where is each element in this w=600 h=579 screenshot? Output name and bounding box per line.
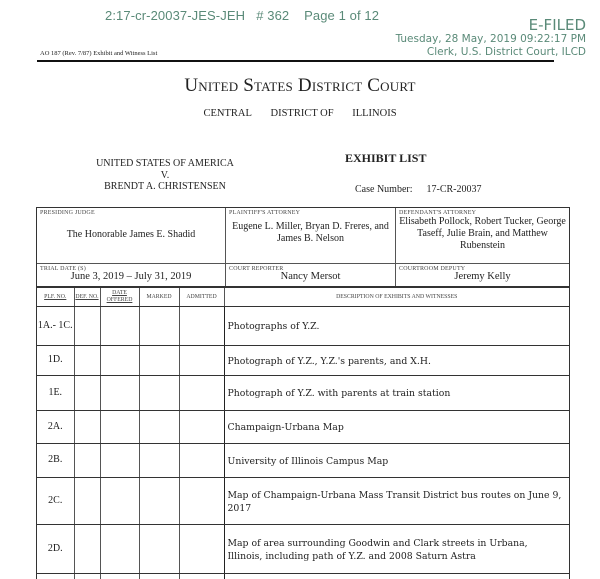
plaintiffs-attorney-label: PLAINTIFF'S ATTORNEY — [229, 210, 301, 216]
table-row — [37, 477, 569, 524]
cell-def-no — [74, 524, 100, 573]
header-marked: MARKED — [139, 288, 179, 306]
district-part: CENTRAL — [203, 108, 252, 119]
cell-admitted — [179, 477, 224, 524]
versus: V. — [160, 169, 170, 181]
courtroom-deputy-label: COURTROOM DEPUTY — [399, 266, 466, 272]
cell-marked — [139, 477, 179, 524]
court-reporter-cell — [226, 264, 396, 286]
cell-plf-no: 1E. — [37, 375, 74, 410]
case-number-label: Case Number: — [355, 184, 413, 195]
cell-date-offered — [100, 443, 139, 477]
cell-date-offered — [100, 345, 139, 375]
cell-admitted — [179, 345, 224, 375]
efiled-datetime: Tuesday, 28 May, 2019 09:22:17 PM — [395, 33, 586, 45]
cell-description: Champaign-Urbana Map — [224, 410, 569, 443]
cell-marked — [139, 524, 179, 573]
table-row-partial — [37, 573, 569, 579]
defendants-attorney-cell — [396, 208, 569, 263]
cell-description: Map of area surrounding Goodwin and Clark streets in Urbana, Illinois, including path of Y.Z. and 2008 Saturn Astra — [224, 524, 569, 573]
table-row — [37, 375, 569, 410]
cell-date-offered — [100, 477, 139, 524]
cell-marked — [139, 410, 179, 443]
trial-dates-cell — [37, 264, 226, 286]
cell-date-offered — [100, 306, 139, 345]
case-caption — [60, 158, 270, 193]
cell-def-no — [74, 477, 100, 524]
defendants-attorney-value: Elisabeth Pollock, Robert Tucker, George Taseff, Julie Brain, and Matthew Rubenstein — [399, 216, 566, 251]
district-part: ILLINOIS — [352, 108, 397, 119]
cell-description: University of Illinois Campus Map — [224, 443, 569, 477]
cell-marked — [139, 306, 179, 345]
exhibit-table — [37, 288, 569, 579]
cell-plf-no: 2D. — [37, 524, 74, 573]
table-header-row — [37, 288, 569, 306]
cell-def-no — [74, 375, 100, 410]
cell-admitted — [179, 410, 224, 443]
table-row — [37, 410, 569, 443]
cell-def-no — [74, 410, 100, 443]
plaintiffs-attorney-value: Eugene L. Miller, Bryan D. Freres, and James B. Nelson — [232, 221, 389, 244]
cell-admitted — [179, 306, 224, 345]
case-number-value: 17-CR-20037 — [426, 184, 482, 195]
presiding-judge-value: The Honorable James E. Shadid — [66, 229, 196, 240]
cell-plf-no: 1A.- 1C. — [37, 306, 74, 345]
table-row — [37, 524, 569, 573]
court-reporter-label: COURT REPORTER — [229, 266, 284, 272]
table-row — [37, 345, 569, 375]
district-line — [0, 108, 600, 119]
efiled-clerk: Clerk, U.S. District Court, ILCD — [426, 46, 586, 58]
cell-plf-no: 2B. — [37, 443, 74, 477]
cell-plf-no: 2A. — [37, 410, 74, 443]
cell-date-offered — [100, 375, 139, 410]
cell-admitted — [179, 375, 224, 410]
defendant-party: BRENDT A. CHRISTENSEN — [104, 181, 226, 192]
table-row — [37, 306, 569, 345]
plaintiff-party: UNITED STATES OF AMERICA — [96, 158, 234, 169]
plaintiffs-attorney-cell — [226, 208, 396, 263]
header-date-offered: DATE OFFERED — [100, 288, 139, 306]
info-row-attorneys — [37, 208, 569, 264]
cell-marked — [139, 345, 179, 375]
cell-marked — [139, 443, 179, 477]
presiding-judge-cell — [37, 208, 226, 263]
cell-plf-no: 2C. — [37, 477, 74, 524]
cell-description: Map of Champaign-Urbana Mass Transit District bus routes on June 9, 2017 — [224, 477, 569, 524]
cell-description: Photograph of Y.Z. with parents at train station — [224, 375, 569, 410]
cell-plf-no: 1D. — [37, 345, 74, 375]
header-def-no: DEF. NO. — [74, 288, 100, 306]
cell-admitted — [179, 443, 224, 477]
cell-description: Photograph of Y.Z., Y.Z.'s parents, and X.H. — [224, 345, 569, 375]
cell-def-no — [74, 345, 100, 375]
court-title: United States District Court — [184, 75, 416, 96]
table-row — [37, 443, 569, 477]
presiding-judge-label: PRESIDING JUDGE — [40, 210, 95, 216]
exhibit-form — [36, 207, 570, 579]
trial-dates-value: June 3, 2019 – July 31, 2019 — [70, 271, 192, 282]
cell-marked — [139, 375, 179, 410]
header-rule — [37, 60, 554, 62]
cell-admitted — [179, 524, 224, 573]
cell-def-no — [74, 443, 100, 477]
defendants-attorney-label: DEFENDANT'S ATTORNEY — [399, 210, 477, 216]
court-reporter-value: Nancy Mersot — [280, 271, 341, 282]
form-id: AO 187 (Rev. 7/87) Exhibit and Witness List — [40, 50, 158, 57]
header-admitted: ADMITTED — [179, 288, 224, 306]
cell-date-offered — [100, 410, 139, 443]
cell-def-no — [74, 306, 100, 345]
docket-stamp: 2:17-cr-20037-JES-JEH # 362 Page 1 of 12 — [105, 8, 380, 23]
header-plf-no: PLF. NO. — [37, 288, 74, 306]
case-number — [355, 184, 482, 195]
trial-dates-label: TRIAL DATE (S) — [40, 266, 86, 272]
courtroom-deputy-cell — [396, 264, 569, 286]
header-description: DESCRIPTION OF EXHIBITS AND WITNESSES — [224, 288, 569, 306]
info-row-trial — [37, 264, 569, 288]
cell-description: Photographs of Y.Z. — [224, 306, 569, 345]
efiled-label: E-FILED — [528, 16, 586, 34]
district-part: DISTRICT OF — [270, 108, 334, 119]
cell-date-offered — [100, 524, 139, 573]
document-title: EXHIBIT LIST — [345, 151, 427, 165]
courtroom-deputy-value: Jeremy Kelly — [454, 271, 511, 282]
